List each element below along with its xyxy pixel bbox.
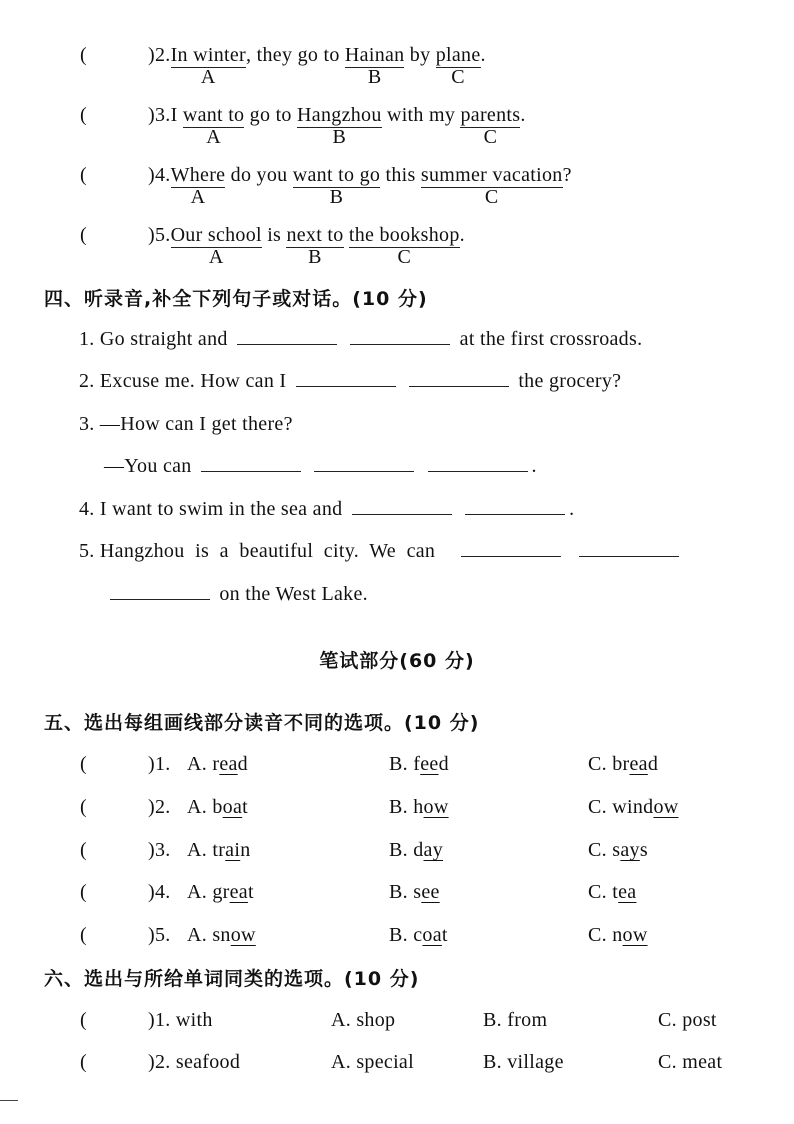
option-letter: A xyxy=(208,246,224,268)
answer-paren[interactable]: ( xyxy=(80,224,87,246)
section6-heading: 六、选出与所给单词同类的选项。(10 分) xyxy=(44,968,420,990)
underlined-text: Hainan xyxy=(344,44,405,66)
underlined-sound: ay xyxy=(423,839,444,861)
answer-paren[interactable]: ( xyxy=(80,1051,87,1073)
option-text: d xyxy=(237,753,248,775)
underlined-sound: ow xyxy=(653,796,679,818)
question-text: do you xyxy=(225,164,293,186)
underlined-text: Our school xyxy=(170,224,262,246)
answer-paren[interactable]: ( xyxy=(80,796,87,818)
answer-blank[interactable] xyxy=(237,328,337,345)
option-text: s xyxy=(639,839,648,861)
option-letter: C xyxy=(397,246,412,268)
answer-paren[interactable]: ( xyxy=(80,924,87,946)
option-c: C. post xyxy=(658,1009,717,1031)
section4-heading: 四、听录音,补全下列句子或对话。(10 分) xyxy=(44,288,428,310)
underlined-text: want to xyxy=(182,104,245,126)
underlined-sound: ea xyxy=(219,753,238,775)
question-text: , they go to xyxy=(246,44,345,66)
option-text: A. b xyxy=(187,796,223,818)
question-word: )2. seafood xyxy=(148,1051,241,1073)
option-c xyxy=(588,924,648,947)
answer-paren[interactable]: ( xyxy=(80,164,87,186)
s4-q2 xyxy=(79,370,621,393)
underlined-option xyxy=(460,104,521,148)
underlined-text: Where xyxy=(170,164,226,186)
option-text: A. tr xyxy=(187,839,226,861)
option-a xyxy=(187,881,254,904)
question-word: )1. with xyxy=(148,1009,213,1031)
question-text: go to xyxy=(244,104,298,126)
option-text: n xyxy=(240,839,251,861)
s4-q5 xyxy=(79,540,683,563)
answer-blank[interactable] xyxy=(314,455,414,472)
answer-blank[interactable] xyxy=(579,540,679,557)
option-text: A. gr xyxy=(187,881,230,903)
option-letter: B xyxy=(332,126,347,148)
answer-blank[interactable] xyxy=(350,328,450,345)
option-c xyxy=(588,881,636,904)
underlined-text: Hangzhou xyxy=(297,104,382,126)
answer-blank[interactable] xyxy=(428,455,528,472)
answer-blank[interactable] xyxy=(110,583,210,600)
answer-blank[interactable] xyxy=(465,498,565,515)
underlined-text: In winter xyxy=(170,44,247,66)
question-text: ? xyxy=(562,164,572,186)
question-line xyxy=(148,44,486,88)
section5-heading: 五、选出每组画线部分读音不同的选项。(10 分) xyxy=(44,712,480,734)
option-text: t xyxy=(247,881,254,903)
underlined-option xyxy=(170,44,247,88)
option-b xyxy=(389,753,449,776)
answer-paren[interactable]: ( xyxy=(80,839,87,861)
s4-q3-end: . xyxy=(531,455,537,477)
underlined-sound: ea xyxy=(629,753,648,775)
option-b: B. from xyxy=(483,1009,548,1031)
underlined-text: plane xyxy=(435,44,481,66)
option-text: B. d xyxy=(389,839,424,861)
option-b xyxy=(389,924,448,947)
option-b xyxy=(389,881,440,904)
option-letter: B xyxy=(308,246,322,268)
underlined-option xyxy=(435,44,481,88)
option-text: C. s xyxy=(588,839,621,861)
question-text: by xyxy=(404,44,436,66)
option-letter: C xyxy=(484,186,499,208)
option-b xyxy=(389,796,449,819)
question-text: is xyxy=(261,224,287,246)
answer-paren[interactable]: ( xyxy=(80,104,87,126)
option-a xyxy=(187,753,248,776)
underlined-sound: oa xyxy=(222,796,243,818)
s4-q3-question: 3. —How can I get there? xyxy=(79,413,293,435)
option-text: B. h xyxy=(389,796,424,818)
question-text: . xyxy=(480,44,486,66)
option-letter: B xyxy=(367,66,382,88)
option-text: C. n xyxy=(588,924,623,946)
option-b xyxy=(389,839,443,862)
option-text: B. f xyxy=(389,753,421,775)
question-number: )4. xyxy=(148,881,171,903)
question-number: )4. xyxy=(148,164,171,186)
question-number: )3. xyxy=(148,104,171,126)
question-text: . xyxy=(459,224,465,246)
underlined-text: parents xyxy=(460,104,521,126)
question-line xyxy=(148,164,572,208)
s4-q1 xyxy=(79,328,642,351)
underlined-sound: ee xyxy=(420,753,439,775)
option-text: C. t xyxy=(588,881,619,903)
underlined-sound: oa xyxy=(422,924,442,946)
question-number: )2. xyxy=(148,44,171,66)
underlined-option xyxy=(348,224,460,268)
question-number: )5. xyxy=(148,224,171,246)
answer-paren[interactable]: ( xyxy=(80,753,87,775)
option-text: t xyxy=(441,924,448,946)
answer-blank[interactable] xyxy=(296,370,396,387)
underlined-sound: ai xyxy=(225,839,241,861)
option-letter: C xyxy=(451,66,465,88)
answer-blank[interactable] xyxy=(461,540,561,557)
s4-q5-text: 5. Hangzhou is a beautiful city. We can xyxy=(79,540,436,562)
underlined-sound: ea xyxy=(618,881,637,903)
question-line xyxy=(148,224,465,268)
option-a xyxy=(187,796,248,819)
option-c xyxy=(588,839,648,862)
underlined-text: the bookshop xyxy=(348,224,460,246)
option-text: A. sn xyxy=(187,924,231,946)
option-a xyxy=(187,924,256,947)
s4-q1-text-a: 1. Go straight and xyxy=(79,328,228,350)
option-c xyxy=(588,796,679,819)
answer-blank[interactable] xyxy=(352,498,452,515)
underlined-option xyxy=(170,164,226,208)
answer-blank[interactable] xyxy=(201,455,301,472)
question-text: with my xyxy=(381,104,461,126)
option-text: d xyxy=(438,753,449,775)
question-number: )5. xyxy=(148,924,171,946)
question-number: )2. xyxy=(148,796,171,818)
s4-q3-answer xyxy=(104,455,537,478)
question-text: . xyxy=(520,104,526,126)
option-letter: C xyxy=(483,126,498,148)
answer-paren[interactable]: ( xyxy=(80,1009,87,1031)
option-text: d xyxy=(647,753,659,775)
option-text: t xyxy=(242,796,248,818)
s4-q4 xyxy=(79,498,574,521)
question-text: this xyxy=(380,164,421,186)
answer-paren[interactable]: ( xyxy=(80,881,87,903)
question-number: )3. xyxy=(148,839,171,861)
s4-q1-text-b: at the first crossroads. xyxy=(459,328,643,350)
option-b: B. village xyxy=(483,1051,564,1073)
option-letter: A xyxy=(206,126,221,148)
underlined-option xyxy=(170,224,262,268)
underlined-sound: ea xyxy=(229,881,248,903)
option-text: C. wind xyxy=(588,796,654,818)
option-letter: B xyxy=(329,186,344,208)
underlined-text: next to xyxy=(286,224,344,246)
option-a: A. special xyxy=(331,1051,414,1073)
underlined-sound: ow xyxy=(423,796,449,818)
option-text: A. r xyxy=(187,753,220,775)
question-text: I xyxy=(170,104,183,126)
option-a xyxy=(187,839,251,862)
page-edge-mark xyxy=(0,1100,18,1101)
underlined-option xyxy=(297,104,382,148)
option-text: B. s xyxy=(389,881,422,903)
s4-q2-text-b: the grocery? xyxy=(518,370,622,392)
answer-blank[interactable] xyxy=(409,370,509,387)
underlined-sound: ow xyxy=(230,924,256,946)
underlined-option xyxy=(286,224,344,268)
question-number: )1. xyxy=(148,753,171,775)
underlined-text: want to go xyxy=(292,164,381,186)
underlined-sound: ow xyxy=(622,924,648,946)
option-c xyxy=(588,753,658,776)
s4-q4-text: 4. I want to swim in the sea and xyxy=(79,498,343,520)
answer-paren[interactable]: ( xyxy=(80,44,87,66)
option-letter: A xyxy=(200,66,216,88)
s4-q3-text: —You can xyxy=(104,455,192,477)
underlined-sound: ay xyxy=(620,839,640,861)
s4-q4-end: . xyxy=(569,498,575,520)
underlined-option xyxy=(420,164,563,208)
underlined-sound: ee xyxy=(421,881,440,903)
option-text: C. br xyxy=(588,753,630,775)
underlined-option xyxy=(344,44,405,88)
s4-q2-text-a: 2. Excuse me. How can I xyxy=(79,370,287,392)
question-line xyxy=(148,104,526,148)
underlined-option xyxy=(182,104,245,148)
underlined-text: summer vacation xyxy=(420,164,563,186)
written-part-title: 笔试部分(60 分) xyxy=(319,650,475,672)
s4-q5-cont xyxy=(106,583,368,606)
option-letter: A xyxy=(190,186,206,208)
underlined-option xyxy=(292,164,381,208)
option-text: B. c xyxy=(389,924,423,946)
option-c: C. meat xyxy=(658,1051,723,1073)
option-a: A. shop xyxy=(331,1009,396,1031)
s4-q5-text-b: on the West Lake. xyxy=(219,583,368,605)
